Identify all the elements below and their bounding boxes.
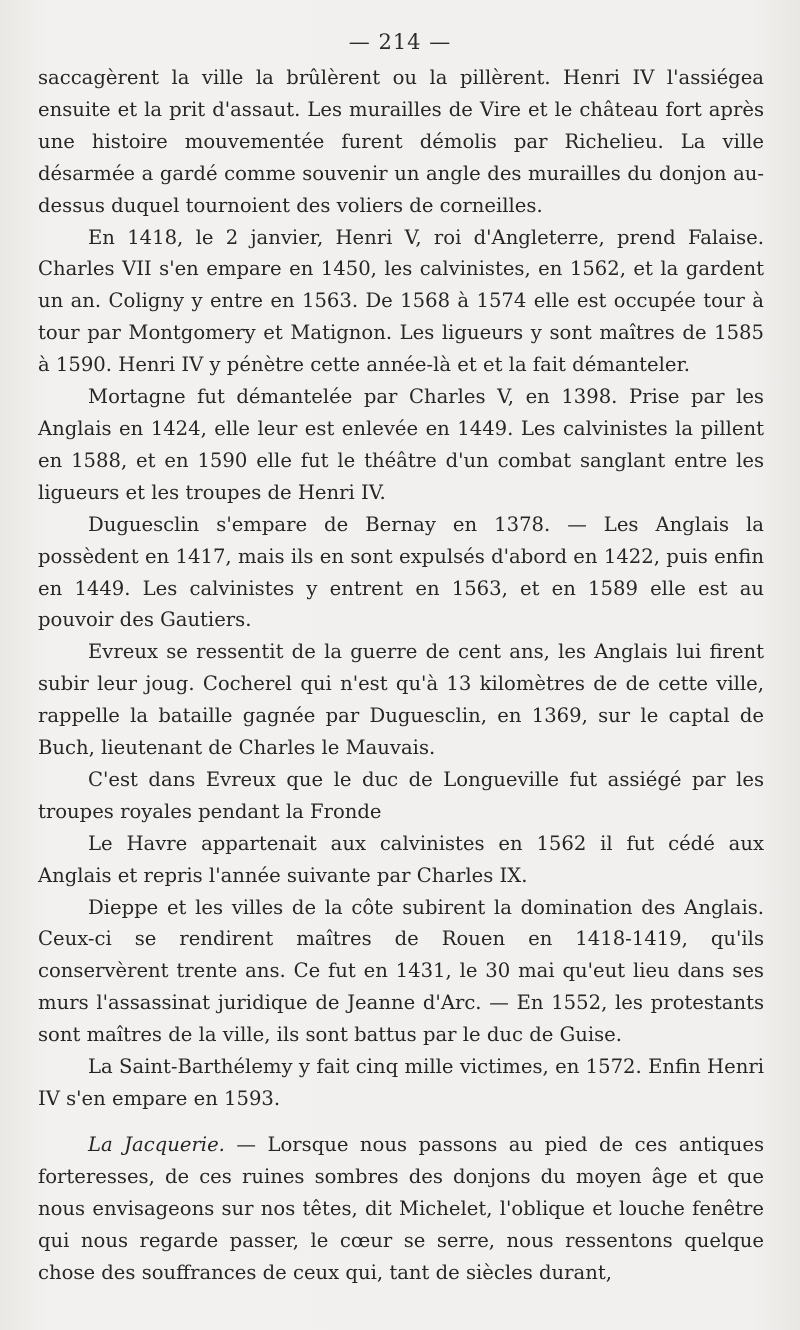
paragraph-bernay: Duguesclin s'empare de Bernay en 1378. — Les Anglais la possèdent en 1417, mais ils en sont expulsés d'abord en 1422, puis enfin en 1449. Les calvinistes y entrent en 1563, et en 1589 elle est au pouvoir des Gautiers. — [38, 512, 764, 632]
paragraph-fronde: C'est dans Evreux que le duc de Longueville fut assiégé par les troupes royales pendant la Fronde — [38, 767, 764, 823]
page-body — [38, 62, 764, 1288]
paragraph-jacquerie-text: — Lorsque nous passons au pied de ces antiques forteresses, de ces ruines sombres des donjons du moyen âge et que nous envisageons sur nos têtes, dit Michelet, l'oblique et louche fenêtre qui nous regarde passer, le cœur se serre, nous ressentons quelque chose des souffrances de ceux qui, tant de siècles durant, — [38, 1132, 764, 1284]
page-number-header: — 214 — — [348, 30, 452, 54]
paragraph-falaise: En 1418, le 2 janvier, Henri V, roi d'Angleterre, prend Falaise. Charles VII s'en empare en 1450, les calvinistes, en 1562, et la gardent un an. Coligny y entre en 1563. De 1568 à 1574 elle est occupée tour à tour par Montgomery et Matignon. Les ligueurs y sont maîtres de 1585 à 1590. Henri IV y pénètre cette année-là et et la fait démanteler. — [38, 225, 764, 377]
section-heading-jacquerie: La Jacquerie. — [88, 1132, 225, 1156]
paragraph-le-havre: Le Havre appartenait aux calvinistes en 1562 il fut cédé aux Anglais et repris l'année suivante par Charles IX. — [38, 831, 764, 887]
paragraph-mortagne: Mortagne fut démantelée par Charles V, en 1398. Prise par les Anglais en 1424, elle leur est enlevée en 1449. Les calvinistes la pillent en 1588, et en 1590 elle fut le théâtre d'un combat sanglant entre les ligueurs et les troupes de Henri IV. — [38, 385, 764, 504]
paragraph-dieppe-rouen: Dieppe et les villes de la côte subirent la domination des Anglais. Ceux-ci se rendirent maîtres de Rouen en 1418-1419, qu'ils conservèrent trente ans. Ce fut en 1431, le 30 mai qu'eut lieu dans ses murs l'assassinat juridique de Jeanne d'Arc. — En 1552, les protestants sont maîtres de la ville, ils sont battus par le duc de Guise. — [38, 895, 764, 1047]
paragraph-evreux: Evreux se ressentit de la guerre de cent ans, les Anglais lui firent subir leur joug. Cocherel qui n'est qu'à 13 kilomètres de de cette ville, rappelle la bataille gagnée par Duguesclin, en 1369, sur le captal de Buch, lieutenant de Charles le Mauvais. — [38, 640, 764, 760]
paragraph-jacquerie — [38, 1129, 764, 1289]
paragraph-vire: saccagèrent la ville la brûlèrent ou la pillèrent. Henri IV l'assiégea ensuite et la prit d'assaut. Les murailles de Vire et le château fort après une histoire mouvementée furent démolis par Richelieu. La ville désarmée a gardé comme souvenir un angle des murailles du donjon au-dessus duquel tournoient des voliers de corneilles. — [38, 66, 764, 217]
paragraph-saint-barthelemy: La Saint-Barthélemy y fait cinq mille victimes, en 1572. Enfin Henri IV s'en empare en 1593. — [38, 1055, 764, 1110]
